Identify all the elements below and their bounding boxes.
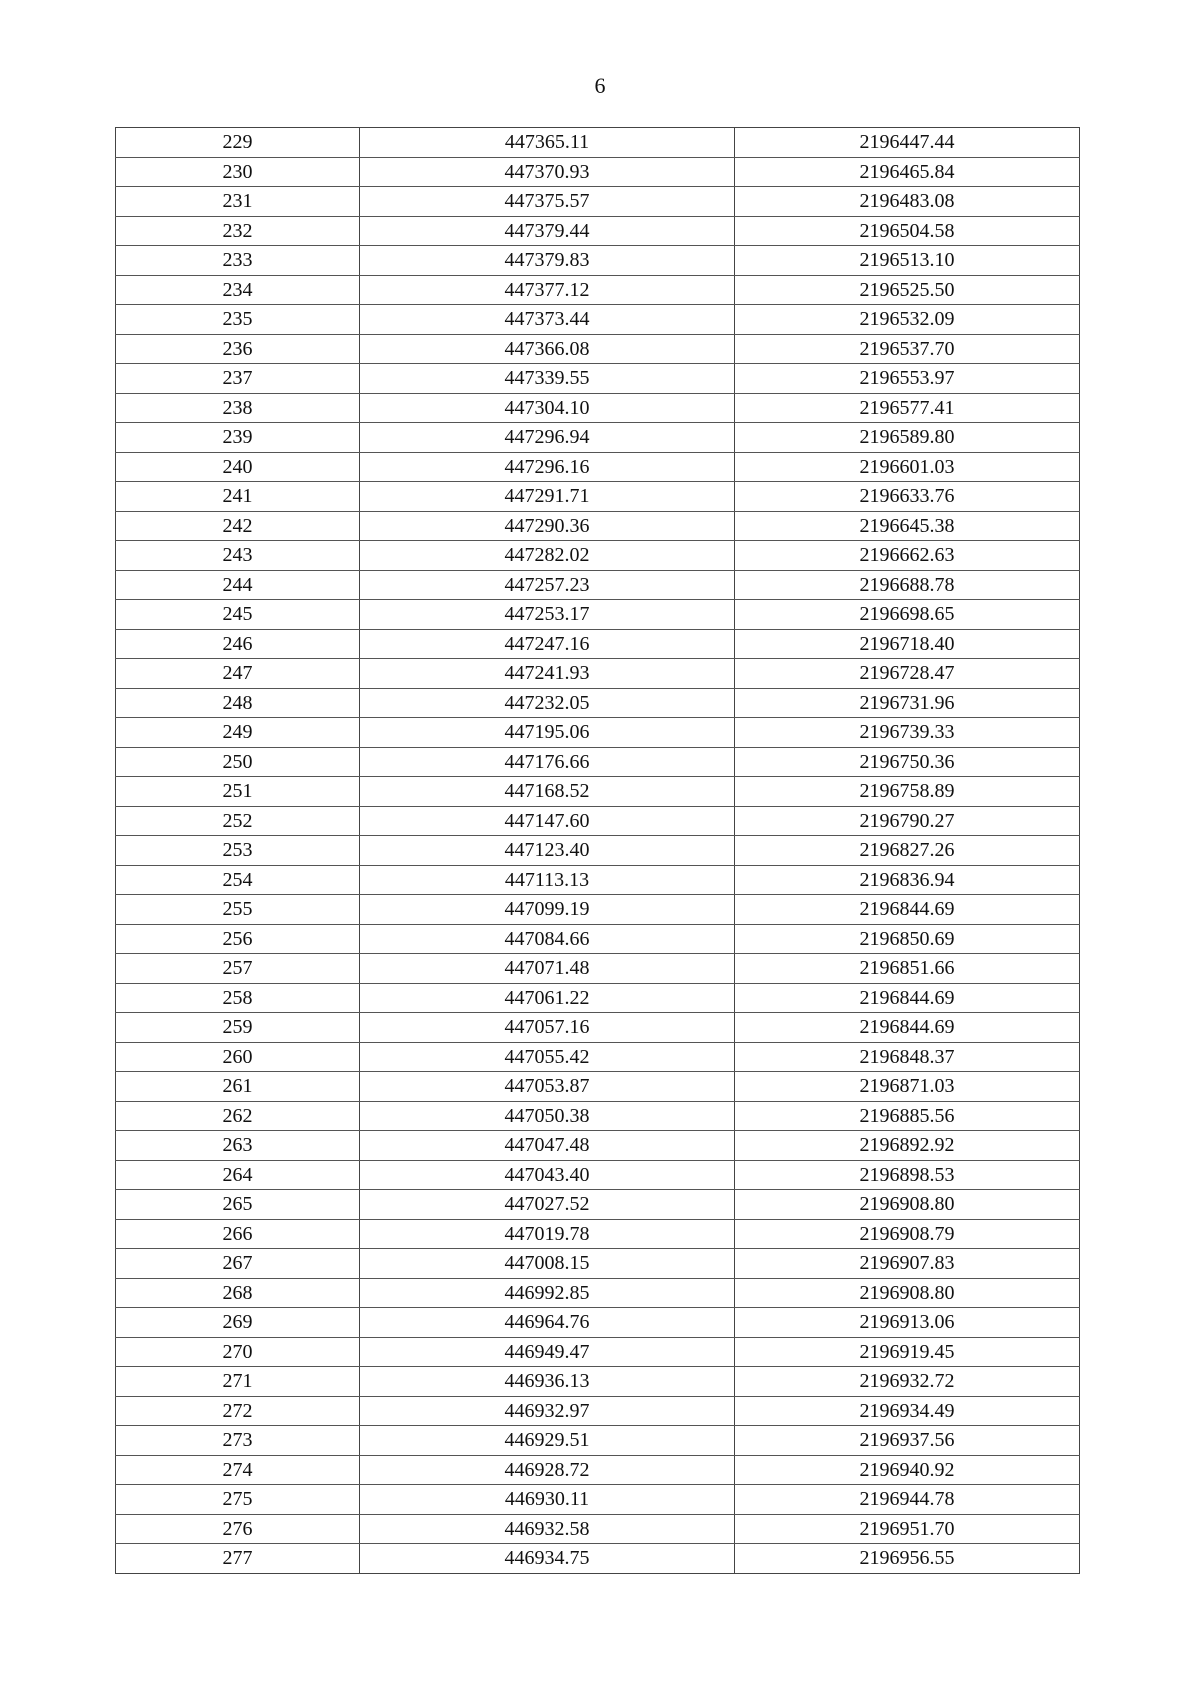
y-coordinate-cell: 2196645.38 <box>735 511 1080 541</box>
point-number-cell: 236 <box>116 334 360 364</box>
x-coordinate-cell: 447008.15 <box>360 1249 735 1279</box>
y-coordinate-cell: 2196601.03 <box>735 452 1080 482</box>
table-row <box>116 423 1080 453</box>
table-row <box>116 541 1080 571</box>
table-row <box>116 364 1080 394</box>
table-row <box>116 216 1080 246</box>
y-coordinate-cell: 2196633.76 <box>735 482 1080 512</box>
point-number-cell: 237 <box>116 364 360 394</box>
coordinates-table-body <box>116 128 1080 1574</box>
x-coordinate-cell: 447304.10 <box>360 393 735 423</box>
table-row <box>116 718 1080 748</box>
x-coordinate-cell: 447366.08 <box>360 334 735 364</box>
y-coordinate-cell: 2196577.41 <box>735 393 1080 423</box>
y-coordinate-cell: 2196844.69 <box>735 1013 1080 1043</box>
point-number-cell: 262 <box>116 1101 360 1131</box>
x-coordinate-cell: 446934.75 <box>360 1544 735 1574</box>
x-coordinate-cell: 447084.66 <box>360 924 735 954</box>
table-row <box>116 1426 1080 1456</box>
point-number-cell: 260 <box>116 1042 360 1072</box>
table-row <box>116 393 1080 423</box>
table-row <box>116 806 1080 836</box>
x-coordinate-cell: 447050.38 <box>360 1101 735 1131</box>
y-coordinate-cell: 2196908.79 <box>735 1219 1080 1249</box>
y-coordinate-cell: 2196504.58 <box>735 216 1080 246</box>
y-coordinate-cell: 2196731.96 <box>735 688 1080 718</box>
point-number-cell: 247 <box>116 659 360 689</box>
point-number-cell: 254 <box>116 865 360 895</box>
y-coordinate-cell: 2196898.53 <box>735 1160 1080 1190</box>
y-coordinate-cell: 2196851.66 <box>735 954 1080 984</box>
point-number-cell: 238 <box>116 393 360 423</box>
point-number-cell: 240 <box>116 452 360 482</box>
y-coordinate-cell: 2196934.49 <box>735 1396 1080 1426</box>
x-coordinate-cell: 446992.85 <box>360 1278 735 1308</box>
y-coordinate-cell: 2196885.56 <box>735 1101 1080 1131</box>
point-number-cell: 275 <box>116 1485 360 1515</box>
x-coordinate-cell: 447099.19 <box>360 895 735 925</box>
x-coordinate-cell: 446930.11 <box>360 1485 735 1515</box>
x-coordinate-cell: 447377.12 <box>360 275 735 305</box>
table-row <box>116 1308 1080 1338</box>
y-coordinate-cell: 2196750.36 <box>735 747 1080 777</box>
point-number-cell: 261 <box>116 1072 360 1102</box>
table-row <box>116 1160 1080 1190</box>
x-coordinate-cell: 446928.72 <box>360 1455 735 1485</box>
x-coordinate-cell: 447282.02 <box>360 541 735 571</box>
y-coordinate-cell: 2196940.92 <box>735 1455 1080 1485</box>
point-number-cell: 250 <box>116 747 360 777</box>
y-coordinate-cell: 2196871.03 <box>735 1072 1080 1102</box>
x-coordinate-cell: 446929.51 <box>360 1426 735 1456</box>
point-number-cell: 257 <box>116 954 360 984</box>
table-row <box>116 1072 1080 1102</box>
x-coordinate-cell: 447257.23 <box>360 570 735 600</box>
point-number-cell: 256 <box>116 924 360 954</box>
x-coordinate-cell: 447168.52 <box>360 777 735 807</box>
x-coordinate-cell: 447339.55 <box>360 364 735 394</box>
point-number-cell: 255 <box>116 895 360 925</box>
y-coordinate-cell: 2196525.50 <box>735 275 1080 305</box>
y-coordinate-cell: 2196698.65 <box>735 600 1080 630</box>
y-coordinate-cell: 2196739.33 <box>735 718 1080 748</box>
x-coordinate-cell: 447195.06 <box>360 718 735 748</box>
y-coordinate-cell: 2196908.80 <box>735 1278 1080 1308</box>
table-row <box>116 1219 1080 1249</box>
point-number-cell: 271 <box>116 1367 360 1397</box>
table-row <box>116 1190 1080 1220</box>
point-number-cell: 253 <box>116 836 360 866</box>
x-coordinate-cell: 447057.16 <box>360 1013 735 1043</box>
y-coordinate-cell: 2196937.56 <box>735 1426 1080 1456</box>
point-number-cell: 249 <box>116 718 360 748</box>
table-row <box>116 895 1080 925</box>
x-coordinate-cell: 447296.94 <box>360 423 735 453</box>
x-coordinate-cell: 447232.05 <box>360 688 735 718</box>
point-number-cell: 245 <box>116 600 360 630</box>
y-coordinate-cell: 2196850.69 <box>735 924 1080 954</box>
y-coordinate-cell: 2196589.80 <box>735 423 1080 453</box>
y-coordinate-cell: 2196919.45 <box>735 1337 1080 1367</box>
coordinates-table <box>115 127 1080 1574</box>
table-row <box>116 1514 1080 1544</box>
x-coordinate-cell: 447241.93 <box>360 659 735 689</box>
point-number-cell: 270 <box>116 1337 360 1367</box>
x-coordinate-cell: 447123.40 <box>360 836 735 866</box>
table-row <box>116 570 1080 600</box>
x-coordinate-cell: 447379.44 <box>360 216 735 246</box>
point-number-cell: 259 <box>116 1013 360 1043</box>
table-row <box>116 1337 1080 1367</box>
point-number-cell: 269 <box>116 1308 360 1338</box>
y-coordinate-cell: 2196836.94 <box>735 865 1080 895</box>
y-coordinate-cell: 2196907.83 <box>735 1249 1080 1279</box>
table-row <box>116 1042 1080 1072</box>
y-coordinate-cell: 2196483.08 <box>735 187 1080 217</box>
point-number-cell: 235 <box>116 305 360 335</box>
table-row <box>116 924 1080 954</box>
y-coordinate-cell: 2196718.40 <box>735 629 1080 659</box>
point-number-cell: 273 <box>116 1426 360 1456</box>
point-number-cell: 239 <box>116 423 360 453</box>
x-coordinate-cell: 447375.57 <box>360 187 735 217</box>
table-row <box>116 157 1080 187</box>
y-coordinate-cell: 2196465.84 <box>735 157 1080 187</box>
point-number-cell: 231 <box>116 187 360 217</box>
y-coordinate-cell: 2196827.26 <box>735 836 1080 866</box>
y-coordinate-cell: 2196532.09 <box>735 305 1080 335</box>
table-row <box>116 452 1080 482</box>
x-coordinate-cell: 447019.78 <box>360 1219 735 1249</box>
x-coordinate-cell: 447055.42 <box>360 1042 735 1072</box>
x-coordinate-cell: 446964.76 <box>360 1308 735 1338</box>
table-row <box>116 659 1080 689</box>
x-coordinate-cell: 447043.40 <box>360 1160 735 1190</box>
point-number-cell: 272 <box>116 1396 360 1426</box>
table-row <box>116 629 1080 659</box>
x-coordinate-cell: 447296.16 <box>360 452 735 482</box>
table-row <box>116 1544 1080 1574</box>
y-coordinate-cell: 2196844.69 <box>735 895 1080 925</box>
table-row <box>116 334 1080 364</box>
table-row <box>116 1367 1080 1397</box>
table-row <box>116 275 1080 305</box>
point-number-cell: 234 <box>116 275 360 305</box>
x-coordinate-cell: 447253.17 <box>360 600 735 630</box>
x-coordinate-cell: 447053.87 <box>360 1072 735 1102</box>
y-coordinate-cell: 2196728.47 <box>735 659 1080 689</box>
point-number-cell: 251 <box>116 777 360 807</box>
x-coordinate-cell: 447247.16 <box>360 629 735 659</box>
table-row <box>116 1455 1080 1485</box>
y-coordinate-cell: 2196758.89 <box>735 777 1080 807</box>
point-number-cell: 277 <box>116 1544 360 1574</box>
x-coordinate-cell: 447147.60 <box>360 806 735 836</box>
y-coordinate-cell: 2196908.80 <box>735 1190 1080 1220</box>
table-row <box>116 777 1080 807</box>
y-coordinate-cell: 2196892.92 <box>735 1131 1080 1161</box>
point-number-cell: 276 <box>116 1514 360 1544</box>
y-coordinate-cell: 2196790.27 <box>735 806 1080 836</box>
point-number-cell: 264 <box>116 1160 360 1190</box>
y-coordinate-cell: 2196951.70 <box>735 1514 1080 1544</box>
point-number-cell: 229 <box>116 128 360 158</box>
point-number-cell: 232 <box>116 216 360 246</box>
x-coordinate-cell: 447370.93 <box>360 157 735 187</box>
point-number-cell: 265 <box>116 1190 360 1220</box>
point-number-cell: 241 <box>116 482 360 512</box>
table-row <box>116 1278 1080 1308</box>
point-number-cell: 274 <box>116 1455 360 1485</box>
y-coordinate-cell: 2196956.55 <box>735 1544 1080 1574</box>
table-row <box>116 246 1080 276</box>
point-number-cell: 258 <box>116 983 360 1013</box>
y-coordinate-cell: 2196944.78 <box>735 1485 1080 1515</box>
point-number-cell: 246 <box>116 629 360 659</box>
point-number-cell: 266 <box>116 1219 360 1249</box>
point-number-cell: 243 <box>116 541 360 571</box>
x-coordinate-cell: 446932.97 <box>360 1396 735 1426</box>
table-row <box>116 836 1080 866</box>
x-coordinate-cell: 447071.48 <box>360 954 735 984</box>
x-coordinate-cell: 447047.48 <box>360 1131 735 1161</box>
x-coordinate-cell: 447176.66 <box>360 747 735 777</box>
table-row <box>116 1013 1080 1043</box>
table-row <box>116 1101 1080 1131</box>
point-number-cell: 244 <box>116 570 360 600</box>
table-row <box>116 1249 1080 1279</box>
x-coordinate-cell: 446936.13 <box>360 1367 735 1397</box>
table-row <box>116 747 1080 777</box>
table-row <box>116 1131 1080 1161</box>
table-row <box>116 187 1080 217</box>
table-row <box>116 1396 1080 1426</box>
x-coordinate-cell: 447365.11 <box>360 128 735 158</box>
x-coordinate-cell: 447379.83 <box>360 246 735 276</box>
point-number-cell: 233 <box>116 246 360 276</box>
y-coordinate-cell: 2196848.37 <box>735 1042 1080 1072</box>
table-row <box>116 128 1080 158</box>
table-row <box>116 482 1080 512</box>
x-coordinate-cell: 447061.22 <box>360 983 735 1013</box>
table-row <box>116 688 1080 718</box>
point-number-cell: 268 <box>116 1278 360 1308</box>
point-number-cell: 252 <box>116 806 360 836</box>
table-row <box>116 865 1080 895</box>
point-number-cell: 248 <box>116 688 360 718</box>
point-number-cell: 230 <box>116 157 360 187</box>
point-number-cell: 267 <box>116 1249 360 1279</box>
table-row <box>116 983 1080 1013</box>
y-coordinate-cell: 2196447.44 <box>735 128 1080 158</box>
page-number: 6 <box>594 73 606 98</box>
x-coordinate-cell: 447113.13 <box>360 865 735 895</box>
y-coordinate-cell: 2196537.70 <box>735 334 1080 364</box>
y-coordinate-cell: 2196932.72 <box>735 1367 1080 1397</box>
x-coordinate-cell: 447373.44 <box>360 305 735 335</box>
table-row <box>116 600 1080 630</box>
x-coordinate-cell: 446949.47 <box>360 1337 735 1367</box>
point-number-cell: 242 <box>116 511 360 541</box>
table-row <box>116 1485 1080 1515</box>
y-coordinate-cell: 2196553.97 <box>735 364 1080 394</box>
y-coordinate-cell: 2196513.10 <box>735 246 1080 276</box>
table-row <box>116 305 1080 335</box>
y-coordinate-cell: 2196913.06 <box>735 1308 1080 1338</box>
y-coordinate-cell: 2196844.69 <box>735 983 1080 1013</box>
table-row <box>116 954 1080 984</box>
y-coordinate-cell: 2196688.78 <box>735 570 1080 600</box>
point-number-cell: 263 <box>116 1131 360 1161</box>
y-coordinate-cell: 2196662.63 <box>735 541 1080 571</box>
x-coordinate-cell: 446932.58 <box>360 1514 735 1544</box>
table-row <box>116 511 1080 541</box>
x-coordinate-cell: 447290.36 <box>360 511 735 541</box>
x-coordinate-cell: 447027.52 <box>360 1190 735 1220</box>
x-coordinate-cell: 447291.71 <box>360 482 735 512</box>
